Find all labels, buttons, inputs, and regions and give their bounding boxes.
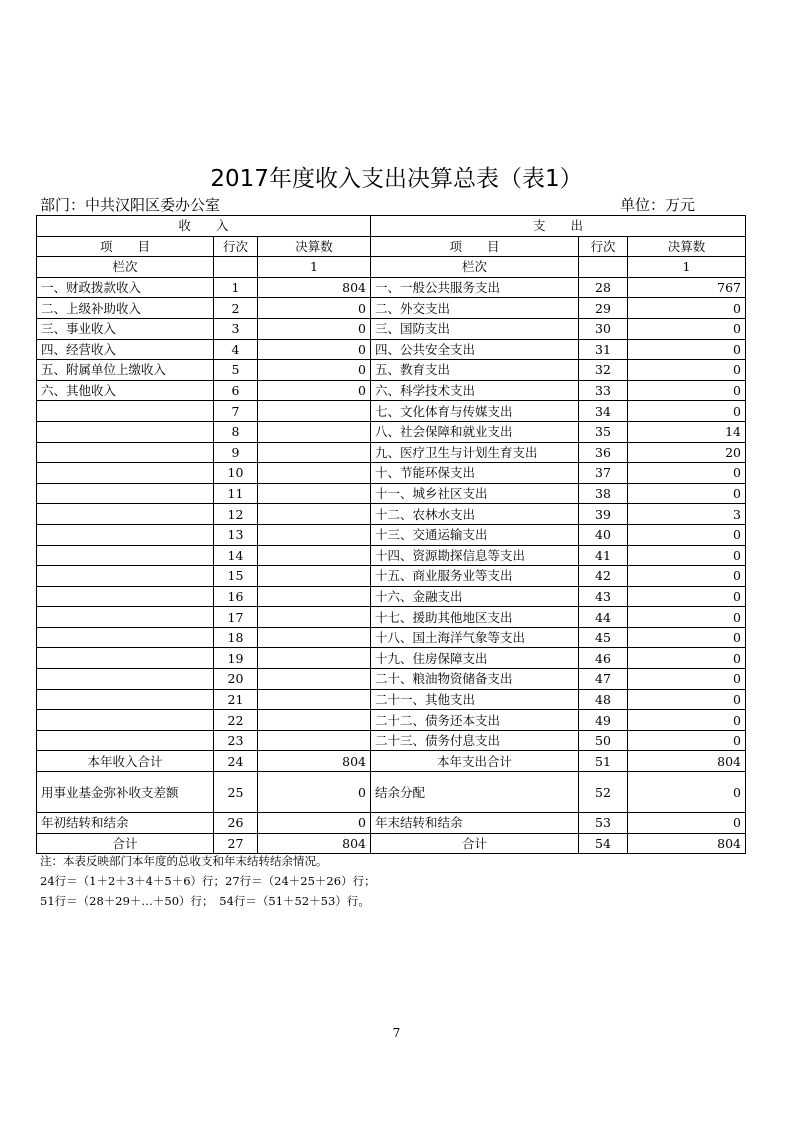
income-amount: 804 [258, 751, 371, 772]
income-row-no: 2 [214, 298, 258, 319]
table-row [37, 360, 746, 381]
expense-item-header: 项 目 [371, 236, 579, 257]
income-amount [258, 545, 371, 566]
income-amount [258, 421, 371, 442]
income-row-no: 8 [214, 421, 258, 442]
expense-amount: 0 [628, 463, 746, 484]
table-row [37, 710, 746, 731]
table-row [37, 566, 746, 587]
table-row [37, 277, 746, 298]
income-item: 二、上级补助收入 [37, 298, 214, 319]
expense-row-no: 47 [579, 669, 628, 690]
expense-row-no: 48 [579, 689, 628, 710]
expense-amount: 0 [628, 360, 746, 381]
income-amount [258, 627, 371, 648]
income-summary-item: 年初结转和结余 [37, 813, 214, 834]
expense-item: 八、社会保障和就业支出 [371, 421, 579, 442]
income-row-no: 24 [214, 751, 258, 772]
income-amount [258, 566, 371, 587]
expense-row-no: 29 [579, 298, 628, 319]
income-item [37, 627, 214, 648]
expense-item: 十七、援助其他地区支出 [371, 607, 579, 628]
expense-row-no: 37 [579, 463, 628, 484]
expense-amount: 0 [628, 586, 746, 607]
expense-amount-header: 决算数 [628, 236, 746, 257]
expense-item: 七、文化体育与传媒支出 [371, 401, 579, 422]
income-amount [258, 504, 371, 525]
table-row [37, 545, 746, 566]
income-amount [258, 401, 371, 422]
expense-amount: 0 [628, 298, 746, 319]
expense-rowno-header: 行次 [579, 236, 628, 257]
summary-row [37, 772, 746, 813]
income-row-no: 13 [214, 524, 258, 545]
income-amount [258, 607, 371, 628]
expense-row-no: 33 [579, 380, 628, 401]
expense-amount: 0 [628, 524, 746, 545]
income-row-no: 15 [214, 566, 258, 587]
table-row [37, 463, 746, 484]
income-amount: 0 [258, 772, 371, 813]
expense-amount: 767 [628, 277, 746, 298]
table-row [37, 380, 746, 401]
income-amount [258, 648, 371, 669]
income-row-no: 17 [214, 607, 258, 628]
income-item [37, 483, 214, 504]
summary-row [37, 751, 746, 772]
income-row-no: 19 [214, 648, 258, 669]
income-amount: 0 [258, 813, 371, 834]
expense-item: 四、公共安全支出 [371, 339, 579, 360]
income-item [37, 607, 214, 628]
expense-item: 二十二、债务还本支出 [371, 710, 579, 731]
expense-amount: 0 [628, 710, 746, 731]
income-item [37, 710, 214, 731]
expense-row-no: 49 [579, 710, 628, 731]
income-item [37, 442, 214, 463]
income-amount: 804 [258, 833, 371, 854]
income-item: 五、附属单位上缴收入 [37, 360, 214, 381]
income-item [37, 566, 214, 587]
expense-amount: 0 [628, 730, 746, 751]
income-summary-item: 本年收入合计 [37, 751, 214, 772]
income-row-no: 22 [214, 710, 258, 731]
empty-cell [214, 257, 258, 278]
table-row [37, 524, 746, 545]
expense-summary-item: 合计 [371, 833, 579, 854]
expense-row-no: 30 [579, 318, 628, 339]
expense-row-no: 52 [579, 772, 628, 813]
expense-row-no: 39 [579, 504, 628, 525]
income-item: 四、经营收入 [37, 339, 214, 360]
income-row-no: 11 [214, 483, 258, 504]
expense-amount: 20 [628, 442, 746, 463]
income-rowno-header: 行次 [214, 236, 258, 257]
income-amount [258, 463, 371, 484]
income-row-no: 23 [214, 730, 258, 751]
expense-item: 六、科学技术支出 [371, 380, 579, 401]
income-item [37, 421, 214, 442]
unit-label: 单位：万元 [620, 196, 696, 214]
expense-row-no: 36 [579, 442, 628, 463]
expense-amount: 0 [628, 813, 746, 834]
expense-row-no: 43 [579, 586, 628, 607]
expense-column-no: 1 [628, 257, 746, 278]
income-item [37, 669, 214, 690]
income-row-no: 26 [214, 813, 258, 834]
income-amount-header: 决算数 [258, 236, 371, 257]
expense-amount: 804 [628, 751, 746, 772]
income-amount [258, 710, 371, 731]
table-row [37, 504, 746, 525]
income-row-no: 21 [214, 689, 258, 710]
expense-item: 十三、交通运输支出 [371, 524, 579, 545]
income-item [37, 401, 214, 422]
expense-item: 十五、商业服务业等支出 [371, 566, 579, 587]
expense-amount: 0 [628, 648, 746, 669]
expense-row-no: 42 [579, 566, 628, 587]
income-item [37, 504, 214, 525]
expense-amount: 0 [628, 339, 746, 360]
expense-summary-item: 年末结转和结余 [371, 813, 579, 834]
income-row-no: 5 [214, 360, 258, 381]
income-row-no: 25 [214, 772, 258, 813]
expense-column-no-label: 栏次 [371, 257, 579, 278]
income-amount: 0 [258, 318, 371, 339]
note-line: 注：本表反映部门本年度的总收支和年末结转结余情况。 [40, 854, 328, 868]
expense-row-no: 31 [579, 339, 628, 360]
expense-row-no: 28 [579, 277, 628, 298]
income-item-header: 项 目 [37, 236, 214, 257]
table-row [37, 483, 746, 504]
expense-item: 十二、农林水支出 [371, 504, 579, 525]
expense-amount: 0 [628, 566, 746, 587]
income-row-no: 1 [214, 277, 258, 298]
column-number-row [37, 257, 746, 278]
table-row [37, 298, 746, 319]
income-row-no: 16 [214, 586, 258, 607]
expense-item: 十四、资源勘探信息等支出 [371, 545, 579, 566]
expense-item: 九、医疗卫生与计划生育支出 [371, 442, 579, 463]
table-row [37, 442, 746, 463]
income-amount: 0 [258, 360, 371, 381]
expense-item: 十、节能环保支出 [371, 463, 579, 484]
expense-amount: 0 [628, 627, 746, 648]
table-row [37, 401, 746, 422]
expense-item: 十六、金融支出 [371, 586, 579, 607]
expense-amount: 14 [628, 421, 746, 442]
income-row-no: 6 [214, 380, 258, 401]
expense-amount: 0 [628, 607, 746, 628]
expense-summary-item: 结余分配 [371, 772, 579, 813]
expense-item: 二十三、债务付息支出 [371, 730, 579, 751]
page-title: 2017年度收入支出决算总表（表1） [210, 166, 583, 192]
expense-row-no: 32 [579, 360, 628, 381]
income-row-no: 7 [214, 401, 258, 422]
expense-amount: 0 [628, 380, 746, 401]
income-amount [258, 524, 371, 545]
department-label: 部门：中共汉阳区委办公室 [40, 196, 221, 214]
expense-amount: 0 [628, 483, 746, 504]
income-amount: 804 [258, 277, 371, 298]
expense-section-header: 支 出 [371, 216, 746, 237]
expense-item: 十一、城乡社区支出 [371, 483, 579, 504]
table-row [37, 669, 746, 690]
income-row-no: 14 [214, 545, 258, 566]
expense-row-no: 54 [579, 833, 628, 854]
expense-row-no: 38 [579, 483, 628, 504]
income-item: 一、财政拨款收入 [37, 277, 214, 298]
table-row [37, 730, 746, 751]
expense-row-no: 51 [579, 751, 628, 772]
income-item [37, 545, 214, 566]
expense-item: 三、国防支出 [371, 318, 579, 339]
expense-row-no: 41 [579, 545, 628, 566]
table-row [37, 586, 746, 607]
table-row [37, 318, 746, 339]
income-amount: 0 [258, 298, 371, 319]
income-row-no: 10 [214, 463, 258, 484]
income-amount: 0 [258, 339, 371, 360]
expense-item: 五、教育支出 [371, 360, 579, 381]
expense-amount: 0 [628, 669, 746, 690]
income-amount [258, 586, 371, 607]
income-amount [258, 483, 371, 504]
income-item: 三、事业收入 [37, 318, 214, 339]
expense-row-no: 40 [579, 524, 628, 545]
table-row [37, 421, 746, 442]
table-row [37, 339, 746, 360]
income-summary-item: 合计 [37, 833, 214, 854]
income-column-no-label: 栏次 [37, 257, 214, 278]
table-body [37, 216, 746, 854]
expense-amount: 3 [628, 504, 746, 525]
page-number: 7 [392, 1026, 401, 1040]
income-amount: 0 [258, 380, 371, 401]
expense-item: 一、一般公共服务支出 [371, 277, 579, 298]
expense-amount: 804 [628, 833, 746, 854]
expense-row-no: 34 [579, 401, 628, 422]
income-item: 六、其他收入 [37, 380, 214, 401]
income-section-header: 收 入 [37, 216, 371, 237]
expense-amount: 0 [628, 772, 746, 813]
income-row-no: 4 [214, 339, 258, 360]
expense-item: 十九、住房保障支出 [371, 648, 579, 669]
income-expense-table [36, 215, 746, 854]
expense-row-no: 50 [579, 730, 628, 751]
income-row-no: 27 [214, 833, 258, 854]
header-row-columns [37, 236, 746, 257]
expense-summary-item: 本年支出合计 [371, 751, 579, 772]
expense-row-no: 44 [579, 607, 628, 628]
expense-item: 二十一、其他支出 [371, 689, 579, 710]
income-item [37, 730, 214, 751]
income-item [37, 463, 214, 484]
income-row-no: 18 [214, 627, 258, 648]
expense-amount: 0 [628, 689, 746, 710]
empty-cell [579, 257, 628, 278]
table-row [37, 648, 746, 669]
income-row-no: 12 [214, 504, 258, 525]
income-row-no: 9 [214, 442, 258, 463]
expense-item: 十八、国土海洋气象等支出 [371, 627, 579, 648]
income-summary-item: 用事业基金弥补收支差额 [37, 772, 214, 813]
expense-amount: 0 [628, 401, 746, 422]
income-item [37, 524, 214, 545]
income-column-no: 1 [258, 257, 371, 278]
header-row-sections [37, 216, 746, 237]
expense-item: 二十、粮油物资储备支出 [371, 669, 579, 690]
expense-amount: 0 [628, 318, 746, 339]
expense-amount: 0 [628, 545, 746, 566]
income-row-no: 3 [214, 318, 258, 339]
expense-row-no: 35 [579, 421, 628, 442]
income-amount [258, 689, 371, 710]
income-amount [258, 442, 371, 463]
table-notes [40, 851, 376, 911]
table-row [37, 689, 746, 710]
income-amount [258, 730, 371, 751]
expense-item: 二、外交支出 [371, 298, 579, 319]
income-item [37, 648, 214, 669]
income-item [37, 689, 214, 710]
expense-row-no: 53 [579, 813, 628, 834]
note-line: 24行＝（1＋2＋3＋4＋5＋6）行；27行＝（24＋25＋26）行； [40, 874, 376, 888]
income-row-no: 20 [214, 669, 258, 690]
note-line: 51行＝（28＋29＋…＋50）行； 54行＝（51＋52＋53）行。 [40, 894, 370, 908]
summary-row [37, 813, 746, 834]
income-amount [258, 669, 371, 690]
expense-row-no: 46 [579, 648, 628, 669]
income-item [37, 586, 214, 607]
expense-row-no: 45 [579, 627, 628, 648]
table-row [37, 607, 746, 628]
table-row [37, 627, 746, 648]
